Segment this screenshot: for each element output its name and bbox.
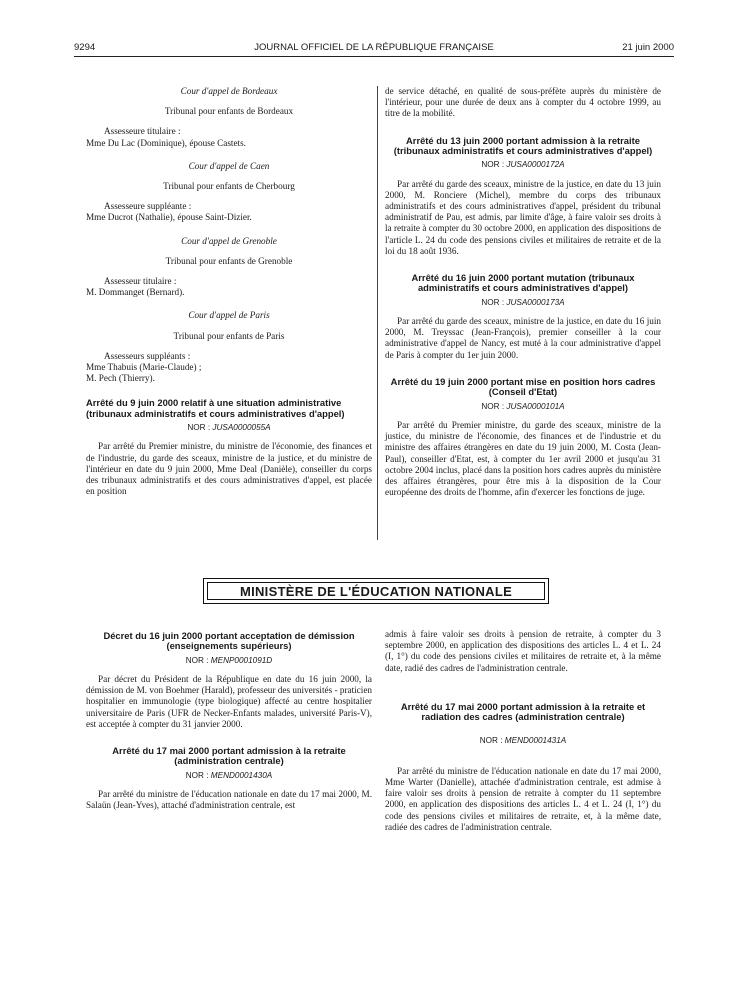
page-header xyxy=(74,42,674,57)
role-label: Assesseurs suppléants : xyxy=(104,350,191,361)
arrete-title: Arrêté du 19 juin 2000 portant mise en position hors cadres (Conseil d'Etat) xyxy=(390,375,656,398)
arrete-body: Par arrêté du garde des sceaux, ministre de la justice, en date du 16 juin 2000, M. Treyssac (Jean-François), premier conseiller à la cour administrative d'appel de Nancy, est muté à la cour administrative d'appel de Paris à compter du 1er juin 2000. xyxy=(385,316,661,360)
nor-reference: NOR : JUSA0000172A xyxy=(481,160,565,170)
arrete-body: Par arrêté du Premier ministre, du ministre de l'économie, des finances et de l'industrie, du garde des sceaux, ministre de la justice, et du ministre de l'intérieur en date du 9 juin 2000, Mme Deal (Danièle), conseiller du corps des tribunaux administratifs et des cours administratives d'appel, est placée en position xyxy=(86,441,372,497)
nor-reference: NOR : JUSA0000101A xyxy=(481,401,565,411)
appointee-name: Mme Thabuis (Marie-Claude) ; xyxy=(86,362,202,373)
court-heading: Cour d'appel de Bordeaux xyxy=(180,86,278,96)
column-4 xyxy=(385,629,661,833)
nor-code: JUSA0000055A xyxy=(212,423,271,433)
journal-title: JOURNAL OFFICIEL DE LA RÉPUBLIQUE FRANÇAISE xyxy=(254,42,494,53)
appointee-name: M. Dommanget (Bernard). xyxy=(86,287,185,298)
column-1 xyxy=(86,86,372,497)
nor-code: MENP0001091D xyxy=(210,655,273,665)
nor-reference: NOR : JUSA0000055A xyxy=(187,423,271,433)
arrete-body: Par arrêté du Premier ministre, du garde des sceaux, ministre de la justice, du ministre de l'économie, des finances et de l'industrie et du ministre des affaires étrangères en date du 19 juin 2000, M. Costa (Jean-Paul), conseiller d'Etat, est, à compter du 1er avril 2000 et jusqu'au 31 octobre 2004 inclus, placé dans la position hors cadres auprès du ministère des affaires étrangères, pour être mis à la disposition de la Cour européenne des droits de l'homme, afin d'exercer les fonctions de juge. xyxy=(385,419,661,498)
nor-reference: NOR : MEND0001431A xyxy=(479,735,567,745)
nor-code: JUSA0000172A xyxy=(506,160,565,170)
arrete-title: Arrêté du 9 juin 2000 relatif à une situation administrative (tribunaux administratifs et cours administratives d'appel) xyxy=(86,397,345,419)
arrete-body: Par arrêté du ministre de l'éducation nationale en date du 17 mai 2000, Mme Warter (Danielle), attachée d'administration centrale, est admise à faire valoir ses droits à pension de retraite à compter du 11 septembre 2000, en application des dispositions des articles L. 4 et L. 24 (I, 1°) du code des pensions civiles et militaires de retraite, et, à la même date, radiée des cadres de l'administration centrale. xyxy=(385,765,661,832)
nor-code: JUSA0000101A xyxy=(506,401,565,411)
page-number: 9294 xyxy=(74,42,96,53)
role-label: Assesseur titulaire : xyxy=(104,276,177,287)
arrete-title: Arrêté du 13 juin 2000 portant admission à la retraite (tribunaux administratifs et cours administratives d'appel) xyxy=(393,134,653,157)
nor-reference: NOR : MEND0001430A xyxy=(185,770,273,780)
continued-text: admis à faire valoir ses droits à pension de retraite, à compter du 3 septembre 2000, en application des dispositions des articles L. 4 et L. 24 (I, 1°) du code des pensions civiles et militaires de retraite et, à la même date, radié des cadres de l'administration centrale. xyxy=(385,629,661,673)
issue-date: 21 juin 2000 xyxy=(622,42,674,53)
ministry-title: MINISTÈRE DE L'ÉDUCATION NATIONALE xyxy=(207,582,545,600)
decret-body: Par décret du Président de la République en date du 16 juin 2000, la démission de M. von Boehmer (Harald), professeur des universités - praticien hospitalier en immunologie (type biologique) affecté au centre hospitalier universitaire de Paris (UFR de Necker-Enfants malades, université Paris-V), est acceptée à compter du 31 janvier 2000. xyxy=(86,674,372,729)
arrete-title: Arrêté du 17 mai 2000 portant admission à la retraite (administration centrale) xyxy=(112,745,346,767)
column-2 xyxy=(385,86,661,498)
nor-reference: NOR : JUSA0000173A xyxy=(481,297,565,307)
appointee-name: Mme Du Lac (Dominique), épouse Castets. xyxy=(86,137,246,148)
court-heading: Cour d'appel de Grenoble xyxy=(181,235,277,246)
appointee-name: M. Pech (Thierry). xyxy=(86,373,155,384)
ministry-banner xyxy=(203,578,549,604)
tribunal-name: Tribunal pour enfants de Paris xyxy=(173,330,285,341)
column-3 xyxy=(86,629,372,811)
appointee-name: Mme Ducrot (Nathalie), épouse Saint-Dizier. xyxy=(86,212,252,223)
arrete-body: Par arrêté du ministre de l'éducation nationale en date du 17 mai 2000, M. Salaün (Jean-Yves), attaché d'administration centrale, est xyxy=(86,789,372,811)
court-heading: Cour d'appel de Paris xyxy=(188,310,270,321)
tribunal-name: Tribunal pour enfants de Bordeaux xyxy=(164,106,294,117)
arrete-body: Par arrêté du garde des sceaux, ministre de la justice, en date du 13 juin 2000, M. Ronciere (Michel), membre du corps des tribunaux administratifs et des cours administratives d'appel, président du tribunal administratif de Pau, est admis, par limite d'âge, à faire valoir ses droits à la retraite à compter du 30 octobre 2000, en application des dispositions de l'article L. 24 du code des pensions civiles et militaires de retraite et de la loi du 18 août 1936. xyxy=(385,178,661,256)
court-heading: Cour d'appel de Caen xyxy=(188,160,270,171)
nor-reference: NOR : MENP0001091D xyxy=(185,655,273,665)
nor-code: JUSA0000173A xyxy=(506,297,565,307)
decret-title: Décret du 16 juin 2000 portant acceptation de démission (enseignements supérieurs) xyxy=(103,630,355,652)
nor-code: MEND0001431A xyxy=(504,735,567,745)
continued-text: de service détaché, en qualité de sous-préfète auprès du ministère de l'intérieur, pour une durée de deux ans à compter du 4 octobre 1999, au titre de la mobilité. xyxy=(385,86,661,119)
tribunal-name: Tribunal pour enfants de Cherbourg xyxy=(163,181,295,192)
nor-code: MEND0001430A xyxy=(210,770,273,780)
role-label: Assesseure suppléante : xyxy=(104,201,192,212)
role-label: Assesseure titulaire : xyxy=(104,126,181,137)
arrete-title: Arrêté du 16 juin 2000 portant mutation (tribunaux administratifs et cours administratives d'appel) xyxy=(411,272,635,294)
tribunal-name: Tribunal pour enfants de Grenoble xyxy=(165,255,293,266)
arrete-title: Arrêté du 17 mai 2000 portant admission à la retraite et radiation des cadres (administration centrale) xyxy=(400,700,646,723)
column-divider xyxy=(377,86,378,540)
